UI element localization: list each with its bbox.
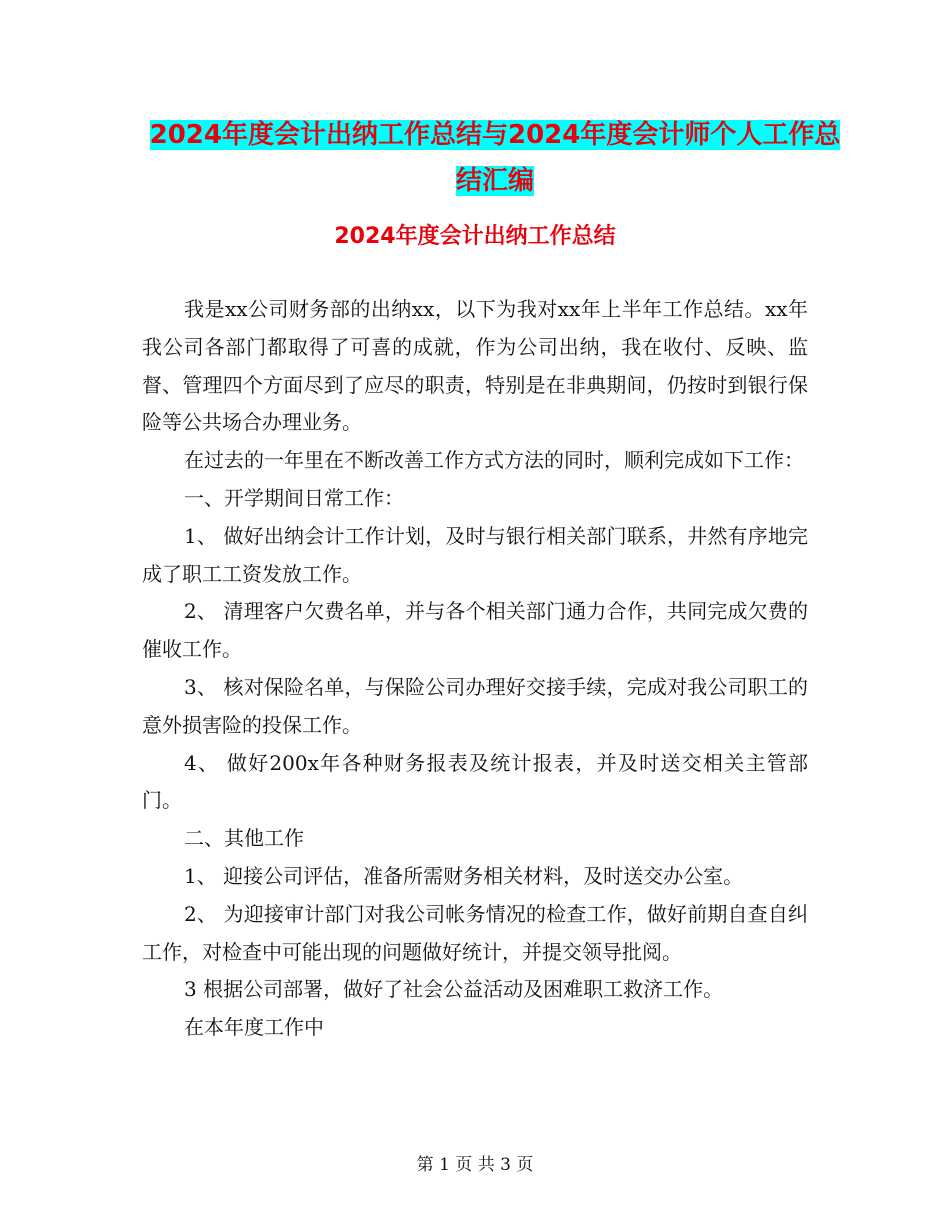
paragraph: 一、开学期间日常工作：	[184, 485, 404, 510]
document-title-text: 2024年度会计出纳工作总结与2024年度会计师个人工作总结汇编	[149, 120, 841, 196]
paragraph: 1、 做好出纳会计工作计划，及时与银行相关部门联系，井然有序地完成了职工工资发放工作。	[142, 523, 808, 586]
section-title: 2024年度会计出纳工作总结	[334, 224, 616, 249]
paragraph: 2、 清理客户欠费名单，并与各个相关部门通力合作，共同完成欠费的催收工作。	[142, 599, 808, 662]
paragraph: 1、 迎接公司评估，准备所需财务相关材料，及时送交办公室。	[184, 863, 744, 888]
paragraph: 3 根据公司部署，做好了社会公益活动及困难职工救济工作。	[184, 977, 724, 1002]
paragraph: 在过去的一年里在不断改善工作方式方法的同时，顺利完成如下工作：	[184, 448, 804, 473]
paragraph: 在本年度工作中	[184, 1015, 324, 1040]
paragraph: 我是xx公司财务部的出纳xx，以下为我对xx年上半年工作总结。xx年我公司各部门都取得了可喜的成就，作为公司出纳，我在收付、反映、监督、管理四个方面尽到了应尽的职责，特别是在非典期间，仍按时到银行保险等公共场合办理业务。	[142, 297, 808, 435]
document-title	[140, 112, 850, 204]
paragraph: 3、 核对保险名单，与保险公司办理好交接手续，完成对我公司职工的意外损害险的投保工作。	[142, 674, 808, 737]
paragraph: 二、其他工作	[184, 826, 304, 851]
paragraph: 4、 做好200x年各种财务报表及统计报表，并及时送交相关主管部门。	[142, 750, 808, 813]
paragraph: 2、 为迎接审计部门对我公司帐务情况的检查工作，做好前期自查自纠工作，对检查中可能出现的问题做好统计，并提交领导批阅。	[142, 901, 808, 964]
page-footer: 第 1 页 共 3 页	[416, 1155, 534, 1175]
document-body	[142, 291, 808, 1047]
